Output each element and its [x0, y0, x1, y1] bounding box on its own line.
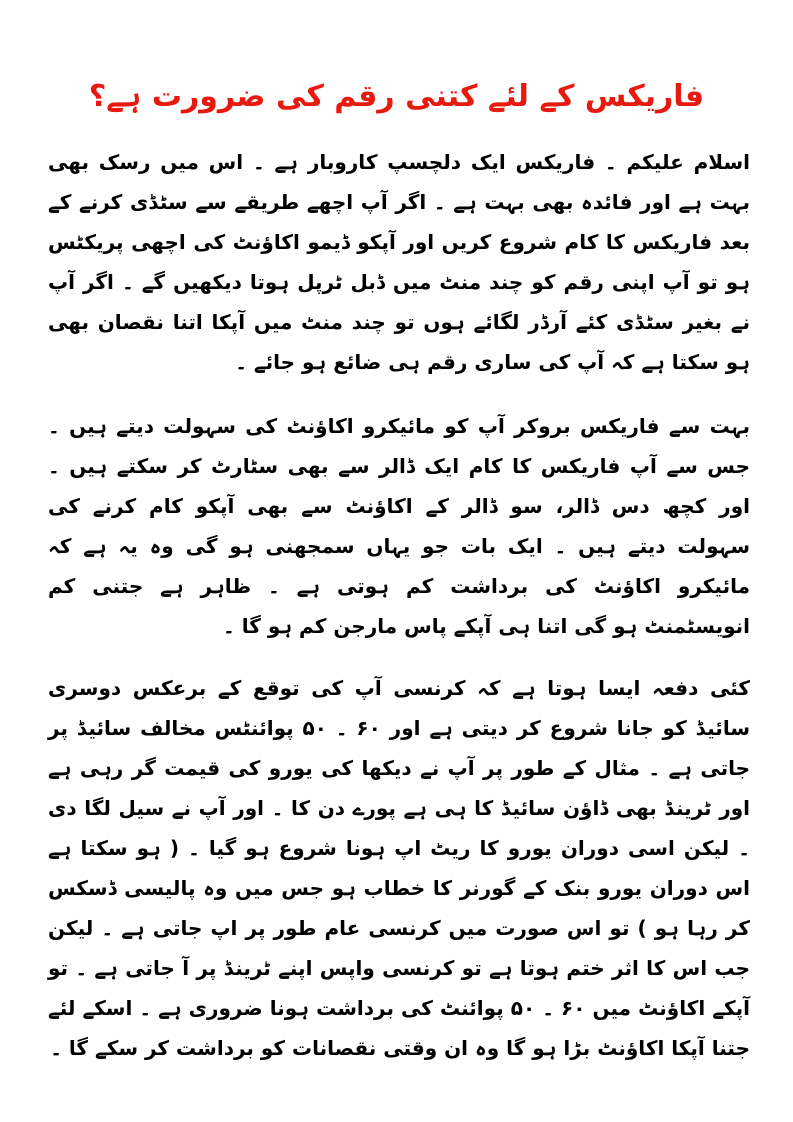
paragraph-intro: اسلام علیکم ۔ فاریکس ایک دلچسپ کاروبار ہے ۔ اس میں رسک بھی بہت ہے اور فائدہ بھی بہت ہے ۔ اگر آپ اچھے طریقے سے سٹڈی کرنے کے بعد فاریکس کا کام شروع کریں اور آپکو ڈیمو اکاؤنٹ کی اچھی پریکٹس ہو تو آپ اپنی رقم کو چند منٹ میں ڈبل ٹرپل ہوتا دیکھیں گے ۔ اگر آپ نے بغیر سٹڈی کئے آرڈر لگائے ہوں تو چند منٹ میں آپکا اتنا نقصان بھی ہو سکتا ہے کہ آپ کی ساری رقم ہی ضائع ہو جائے ۔ [48, 150, 750, 374]
paragraph-micro-account: بہت سے فاریکس بروکر آپ کو مائیکرو اکاؤنٹ کی سہولت دیتے ہیں ۔ جس سے آپ فاریکس کا کام ایک ڈالر سے بھی سٹارٹ کر سکتے ہیں ۔ اور کچھ دس ڈالر، سو ڈالر کے اکاؤنٹ سے بھی آپکو کام کرنے کی سہولت دیتے ہیں ۔ ایک بات جو یہاں سمجھنی ہو گی وہ یہ ہے کہ مائیکرو اکاؤنٹ کی برداشت کم ہوتی ہے ۔ ظاہر ہے جتنی کم انویسٹمنٹ ہو گی اتنا ہی آپکے پاس مارجن کم ہو گا ۔ [48, 414, 750, 638]
page-title: فاریکس کے لئے کتنی رقم کی ضرورت ہے؟ [88, 79, 705, 114]
paragraph-currency-movement: کئی دفعہ ایسا ہوتا ہے کہ کرنسی آپ کی توقع کے برعکس دوسری سائیڈ کو جانا شروع کر دیتی ہے اور ۶۰ ۔ ۵۰ پوائنٹس مخالف سائیڈ پر جاتی ہے ۔ مثال کے طور پر آپ نے دیکھا کی یورو کی قیمت گر رہی ہے اور ٹرینڈ بھی ڈاؤن سائیڈ کا ہی ہے پورے دن کا ۔ اور آپ نے سیل لگا دی ۔ لیکن اسی دوران یورو کا ریٹ اپ ہونا شروع ہو گیا ۔ ( ہو سکتا ہے اس دوران یورو بنک کے گورنر کا خطاب ہو جس میں وہ پالیسی ڈسکس کر رہا ہو ) تو اس صورت میں کرنسی عام طور پر اپ جاتی ہے ۔ لیکن جب اس کا اثر ختم ہوتا ہے تو کرنسی واپس اپنے ٹرینڈ پر آ جاتی ہے ۔ تو آپکے اکاؤنٹ میں ۶۰ ۔ ۵۰ پوائنٹ کی برداشت ہونا ضروری ہے ۔ اسکے لئے جتنا آپکا اکاؤنٹ بڑا ہو گا وہ ان وقتی نقصانات کو برداشت کر سکے گا ۔ [48, 676, 751, 1060]
